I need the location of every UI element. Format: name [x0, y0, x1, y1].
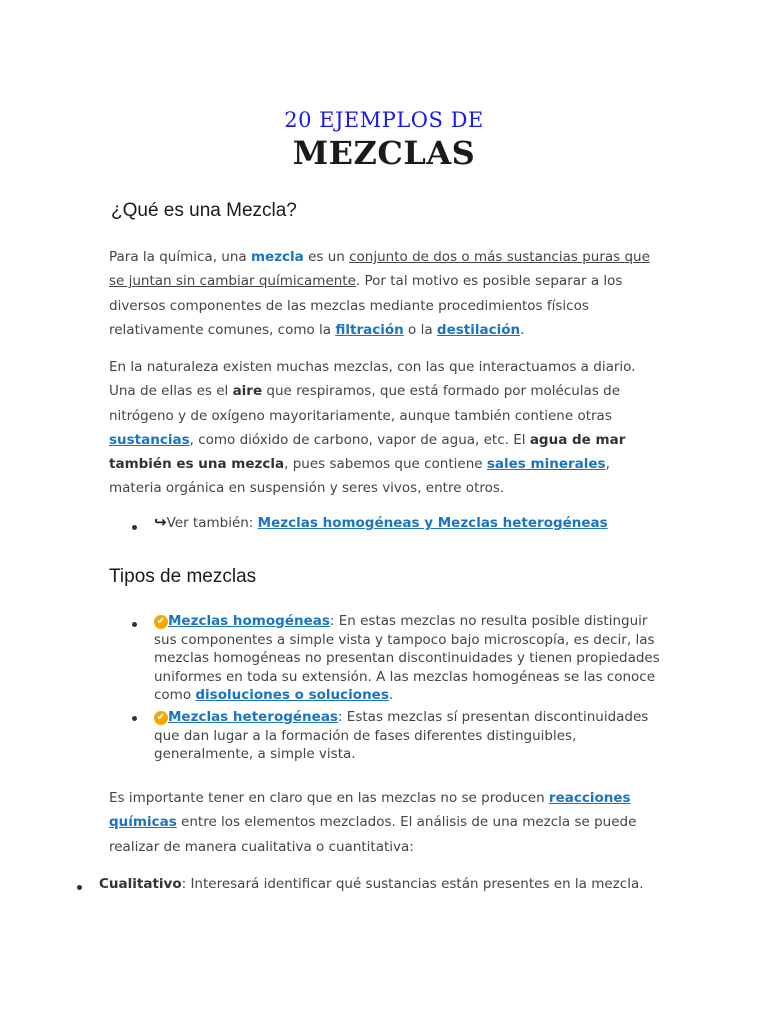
link-filtracion[interactable]: filtración	[335, 321, 404, 338]
link-mezclas-homogeneas[interactable]: Mezclas homogéneas	[168, 613, 330, 629]
heading-que-es-mezcla: ¿Qué es una Mezcla?	[111, 200, 297, 221]
link-destilacion[interactable]: destilación	[436, 321, 521, 338]
document-title: MEZCLAS	[292, 134, 476, 172]
list-item-homogeneas: ✔ Mezclas homogéneas: En estas mezclas no resulta posible distinguir sus componentes a simple vista y tampoco bajo microscopía, es decir, las mezclas homogéneas no presentan discontinuidades y tienen propiedades uniformes en toda su extensión. A las mezclas homogéneas se las conoce como disoluciones o soluciones.	[154, 613, 660, 703]
paragraph-definition: Para la química, una mezcla es un conjunto de dos o más sustancias puras que se juntan sin cambiar químicamente. Por tal motivo es posible separar a los diversos componentes de las mezclas mediante procedimientos físicos relativamente comunes, como la filtración o la destilación.	[109, 249, 650, 338]
bullet-cualitativo	[77, 885, 82, 890]
link-mezclas-heterogeneas[interactable]: Mezclas heterogéneas	[168, 709, 338, 725]
link-sustancias[interactable]: sustancias	[109, 431, 190, 448]
bold-cualitativo: Cualitativo	[99, 876, 182, 892]
paragraph-analisis: Es importante tener en claro que en las mezclas no se producen reacciones químicas entre los elementos mezclados. El análisis de una mezcla se puede realizar de manera cualitativa o cuantitativa:	[109, 790, 637, 855]
bold-agua-de-mar: agua de mar también es una mezcla	[109, 431, 626, 473]
link-reacciones-quimicas[interactable]: reacciones químicas	[109, 790, 631, 831]
bold-aire: aire	[232, 383, 263, 400]
link-see-also[interactable]: Mezclas homogéneas y Mezclas heterogéneas	[257, 515, 608, 531]
link-sales-minerales[interactable]: sales minerales	[486, 456, 606, 473]
paragraph-examples: En la naturaleza existen muchas mezclas, con las que interactuamos a diario. Una de ellas es el aire que respiramos, que está formado por moléculas de nitrógeno y de oxígeno mayoritariamente, aunque también contiene otras sustancias, como dióxido de carbono, vapor de agua, etc. El agua de mar también es una mezcla, pues sabemos que contiene sales minerales, materia orgánica en suspensión y seres vivos, entre otros.	[109, 359, 636, 497]
check-icon: ✔	[154, 615, 168, 629]
link-mezcla[interactable]: mezcla	[250, 249, 304, 265]
bullet-item-homogeneas	[132, 622, 137, 627]
list-item-cualitativo: Cualitativo: Interesará identificar qué sustancias están presentes en la mezcla.	[99, 876, 644, 892]
heading-tipos-de-mezclas: Tipos de mezclas	[109, 566, 257, 587]
see-also-item: ↪Ver también: Mezclas homogéneas y Mezclas heterogéneas	[154, 513, 608, 531]
underlined-definition: conjunto de dos o más sustancias puras que se juntan sin cambiar químicamente	[109, 249, 650, 290]
list-item-heterogeneas: ✔ Mezclas heterogéneas: Estas mezclas sí presentan discontinuidades que dan lugar a la formación de fases diferentes distinguibles, generalmente, a simple vista.	[154, 709, 649, 762]
document-subtitle: 20 EJEMPLOS DE	[284, 108, 484, 132]
curved-arrow-icon: ↪	[154, 513, 167, 531]
bullet-see-also	[132, 525, 137, 530]
check-icon: ✔	[154, 711, 168, 725]
bullet-item-heterogeneas	[132, 716, 137, 721]
link-disoluciones[interactable]: disoluciones o soluciones	[195, 687, 389, 703]
